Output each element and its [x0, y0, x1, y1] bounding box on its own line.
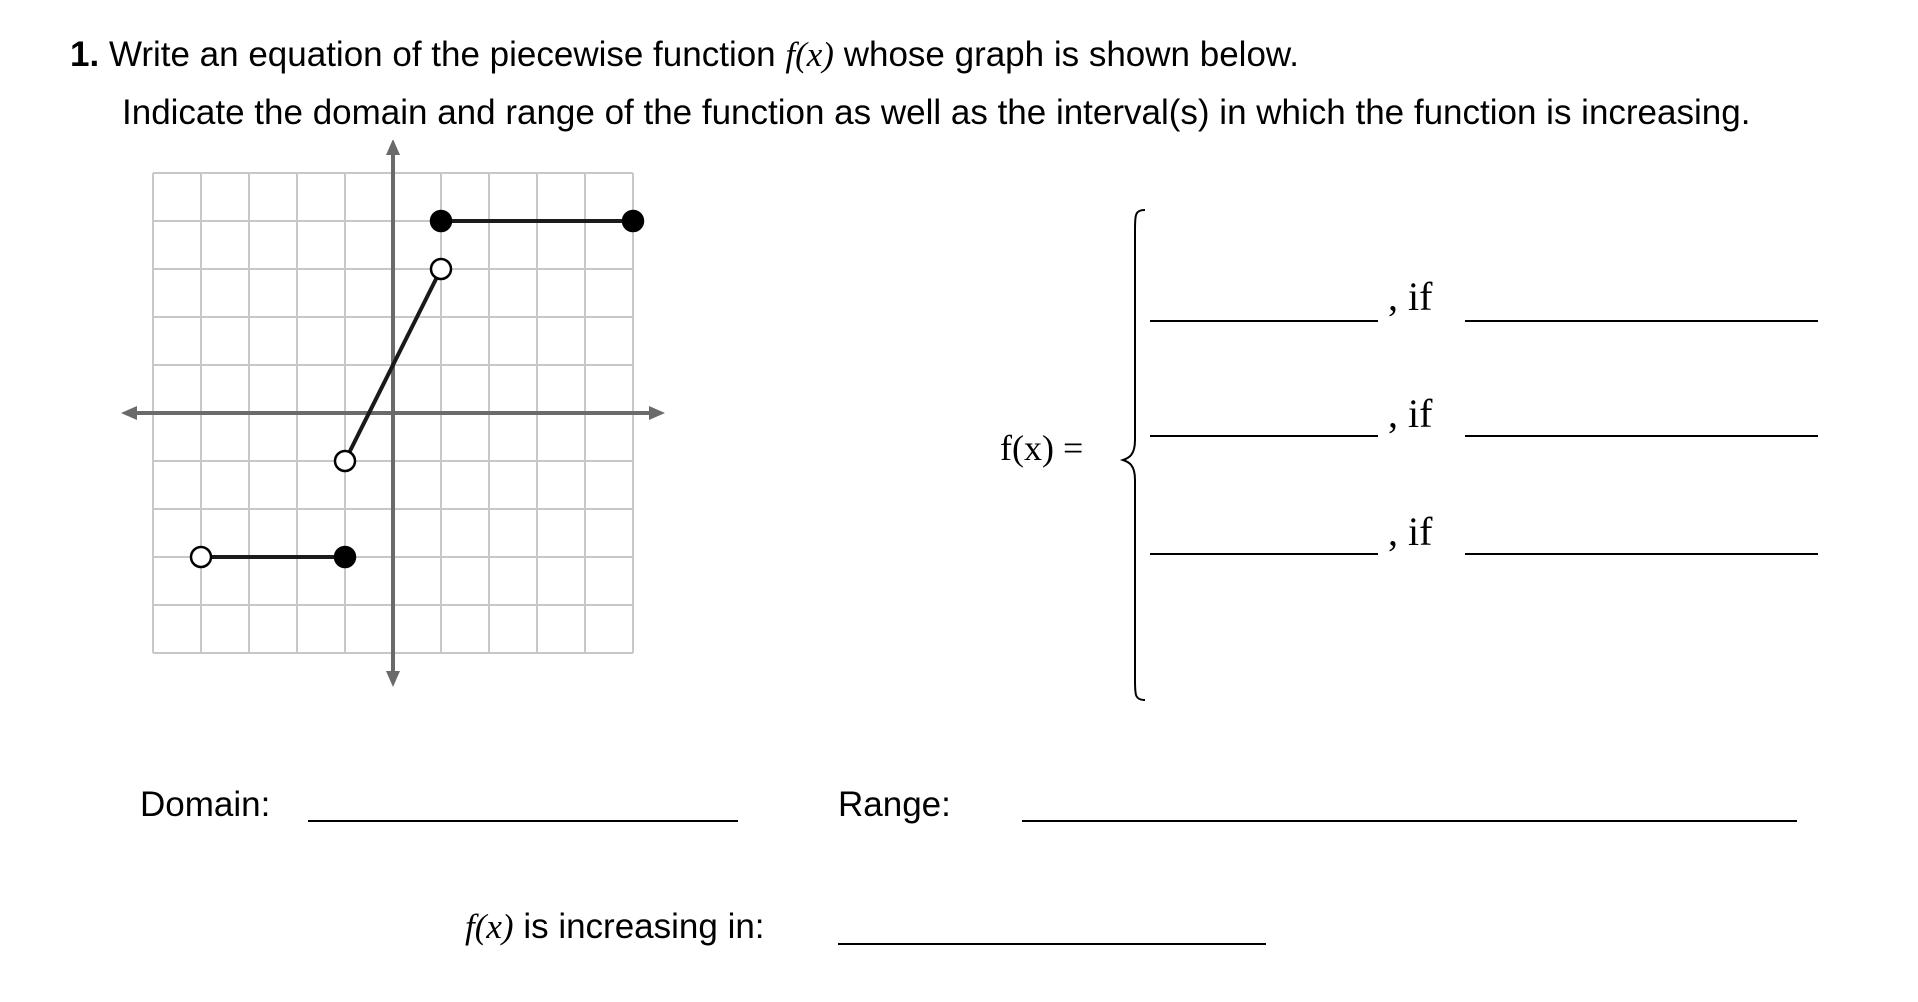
increasing-fx: f(x): [465, 907, 514, 946]
question-line-1: [70, 35, 1299, 75]
question-line-1-pre: Write an equation of the piecewise function: [108, 35, 776, 74]
question-line-1-post: whose graph is shown below.: [843, 35, 1299, 74]
graph-segments: [201, 221, 633, 557]
domain-label: Domain:: [140, 785, 271, 824]
open-endpoint: [431, 259, 451, 279]
piecewise-expression-1-blank[interactable]: [1150, 320, 1378, 322]
open-endpoint: [335, 451, 355, 471]
piecewise-fx-label: f(x) =: [1000, 428, 1084, 468]
piecewise-connector-1: , if: [1388, 274, 1433, 319]
piecewise-connector-3: , if: [1388, 509, 1433, 554]
range-label: Range:: [838, 785, 951, 824]
piecewise-expression-2-blank[interactable]: [1150, 435, 1378, 437]
piecewise-condition-1-blank[interactable]: [1465, 320, 1818, 322]
y-axis-down-arrow: [386, 671, 400, 687]
open-endpoint: [191, 547, 211, 567]
y-axis-up-arrow: [386, 140, 400, 155]
domain-answer-blank[interactable]: [308, 820, 738, 822]
function-graph: [110, 140, 710, 700]
closed-endpoint: [623, 211, 643, 231]
question-line-2: [122, 93, 1750, 133]
question-line-2-text: Indicate the domain and range of the function as well as the interval(s) in which the function is increasing.: [122, 93, 1751, 132]
question-fx: f(x): [785, 35, 834, 74]
increasing-answer-blank[interactable]: [838, 943, 1266, 945]
question-number: 1.: [70, 35, 100, 74]
piecewise-condition-2-blank[interactable]: [1465, 435, 1818, 437]
piecewise-connector-2: , if: [1388, 391, 1433, 436]
x-axis-right-arrow: [649, 406, 665, 420]
increasing-line: [465, 907, 765, 947]
graph-endpoints: [191, 211, 643, 567]
x-axis-left-arrow: [121, 406, 137, 420]
closed-endpoint: [335, 547, 355, 567]
piecewise-brace: [1115, 205, 1165, 705]
piecewise-condition-3-blank[interactable]: [1465, 553, 1818, 555]
piecewise-expression-3-blank[interactable]: [1150, 553, 1378, 555]
increasing-label: is increasing in:: [523, 907, 765, 946]
closed-endpoint: [431, 211, 451, 231]
range-answer-blank[interactable]: [1022, 820, 1797, 822]
